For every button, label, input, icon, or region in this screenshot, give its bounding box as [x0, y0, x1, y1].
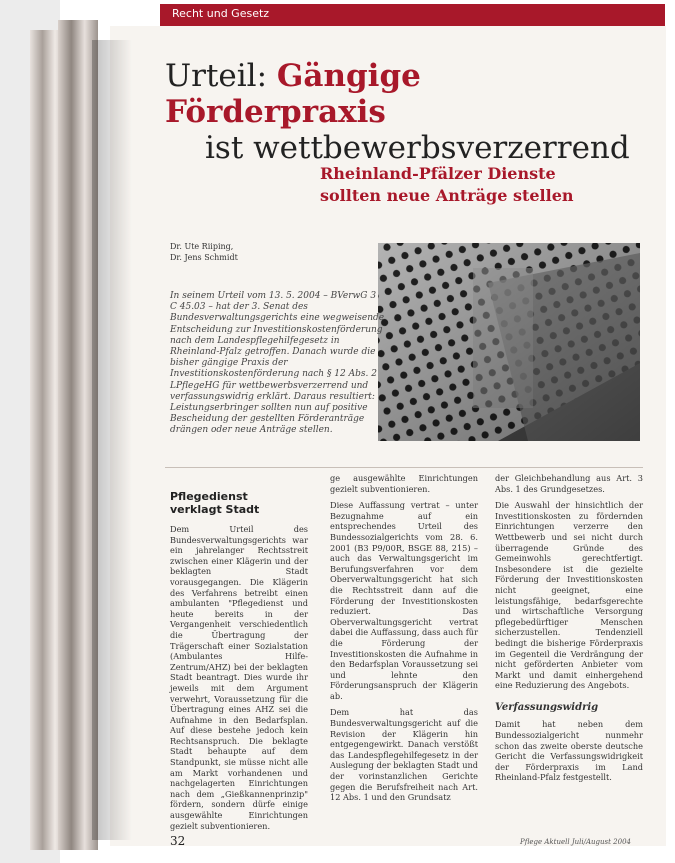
col2-p2: Diese Auffassung vertrat – unter Bezugnahme auf ein entsprechendes Urteil des Bundessozialgerichts vom 28. 6. 2001 (B3 P9/00R, BSGE 88, 215) – auch das Verwaltungsgericht im Berufungsverfahren vor dem Oberverwaltungsgericht hat sich die Rechtsstreit dann auf die Förderung der Investitionskosten reduziert. Das Oberverwaltungsgericht vertrat dabei die Auffassung, dass auch für die Förderung der Investitionskosten die Aufnahme in den Bedarfsplan Voraussetzung sei und lehnte den Förderungsanspruch der Klägerin ab. [330, 500, 478, 701]
footer-credit: Pflege Aktuell Juli/August 2004 [520, 838, 631, 846]
col3-p2: Die Auswahl der hinsichtlich der Investitionskosten zu fördernden Einrichtungen verzerre den Wettbewerb und sei nicht durch überragende Gründe des Gemeinwohls gerechtfertigt. Insbesondere ist die gezielte Förderung der Investitionskosten nicht geeignet, eine leistungsfähige, bedarfsgerechte und wirtschaftliche Versorgung pflegebedürftiger Menschen sicherzustellen. Tendenziell bedingt die bisherige Förderpraxis im Gegenteil die Verdrängung der nicht geförderten Anbieter vom Markt und damit einhergehend eine Reduzierung des Angebots. [495, 500, 643, 691]
subtitle-line2: sollten neue Anträge stellen [320, 186, 574, 205]
col1-text: Dem Urteil des Bundesverwaltungsgerichts war ein jahrelanger Rechtsstreit zwischen einer Klägerin und der beklagten Stadt vorausgegangen. Die Klägerin des Verfahrens betreibt einen ambulanten "Pflegedienst und heute bereits in der Vergangenheit verschiedentlich die Übertragung der Trägerschaft einer Sozialstation (Ambulantes Hilfe-Zentrum/AHZ) bei der beklagten Stadt beantragt. Dies wurde ihr jeweils mit dem Argument verwehrt, Voraussetzung für die Übertragung eines AHZ sei die Aufnahme in den Bedarfsplan. Auf diese bestehe jedoch kein Rechtsanspruch. Die beklagte Stadt behaupte auf dem Standpunkt, sie müsse nicht alle am Markt vorhandenen und nachgelagerten Einrichtungen nach dem „Gießkannenprinzip" fördern, sondern dürfe einige ausgewählte Einrichtungen gezielt subventionieren. [170, 524, 308, 831]
article-subtitle [320, 163, 620, 207]
subtitle-line1: Rheinland-Pfälzer Dienste [320, 164, 556, 183]
col3-heading: Verfassungswidrig [495, 701, 599, 713]
section-label: Recht und Gesetz [172, 7, 270, 20]
col1-heading-line1: Pflegedienst [170, 490, 248, 503]
col3-p3: Damit hat neben dem Bundessozialgericht nunmehr schon das zweite oberste deutsche Gericht die Verfassungswidrigkeit der Förderpraxis im Land Rheinland-Pfalz festgestellt. [495, 719, 643, 783]
title-line2: ist wettbewerbsverzerrend [205, 130, 630, 166]
page-number: 32 [170, 834, 186, 848]
col2-p3: Dem hat das Bundesverwaltungsgericht auf die Revision der Klägerin hin entgegengewirkt. Danach verstößt das Landespflegehilfegesetz in der Auslegung der beklagten Stadt und der vorinstanzlichen Gerichte gegen die Berufsfreiheit nach Art. 12 Abs. 1 und den Grundsatz [330, 707, 478, 803]
col2-p1: ge ausgewählte Einrichtungen gezielt subventionieren. [330, 473, 478, 494]
spine-shadow [92, 40, 132, 840]
column-3 [495, 473, 643, 789]
col1-heading-line2: verklagt Stadt [170, 503, 260, 516]
intro-text: In seinem Urteil vom 13. 5. 2004 – BVerwG 3 C 45.03 – hat der 3. Senat des Bundesverwaltungsgerichts eine wegweisende Entscheidung zur Investitionskostenförderung nach dem Landespflegehilfegesetz in Rheinland-Pfalz getroffen. Danach wurde die bisher gängige Praxis der Investitionskostenförderung nach § 12 Abs. 2 LPflegeHG für wettbewerbsverzerrend und verfassungswidrig erklärt. Daraus resultiert: Leistungserbringer sollten nun auf positive Bescheidung der gestellten Förderanträge drängen oder neue Anträge stellen. [170, 291, 385, 436]
column-2 [330, 473, 478, 809]
article-photo [378, 243, 640, 441]
title-part1: Urteil: [165, 58, 268, 94]
author-list [170, 241, 238, 263]
article-title [165, 58, 635, 166]
title-part2: Gängige Förderpraxis [165, 58, 421, 130]
col3-p1: der Gleichbehandlung aus Art. 3 Abs. 1 des Grundgesetzes. [495, 473, 643, 494]
section-header-bar [160, 4, 665, 26]
col1-heading [170, 490, 308, 516]
author-2: Dr. Jens Schmidt [170, 253, 238, 262]
author-1: Dr. Ute Riiping, [170, 242, 234, 251]
divider [165, 467, 643, 468]
column-1 [170, 490, 308, 837]
